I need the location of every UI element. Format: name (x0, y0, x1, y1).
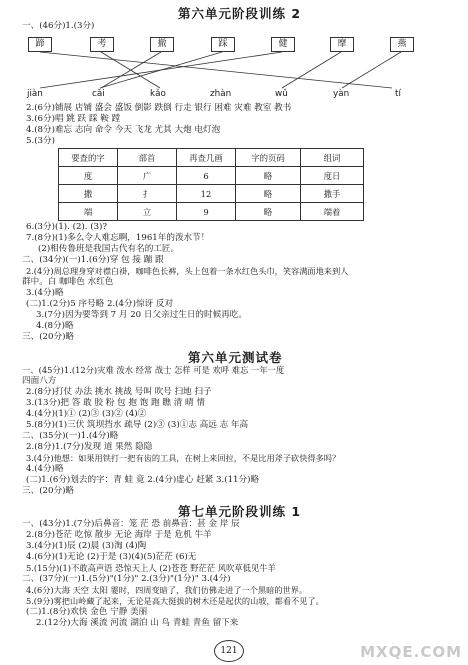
page-number: 121 (214, 640, 244, 662)
table-cell: 6 (177, 167, 236, 185)
table-header-row (59, 149, 364, 167)
table-cell: 广 (118, 167, 177, 185)
pinyin-2: cǎi (92, 89, 105, 99)
pinyin-7: tí (395, 89, 401, 99)
table-cell: 度 (59, 167, 118, 185)
s1-line-2: 2.(6分)铺展 店铺 盛会 盛饭 倒影 跌倒 行走 银行 困难 灾难 教室 教书 (26, 103, 292, 113)
s3-line-1: 一、(43分)1.(7分)后鼻音：笼 茫 恐 前鼻音：甚 金 岸 辰 (22, 519, 240, 529)
s1-line-8: (2)相传鲁班是我国古代有名的工匠。 (38, 244, 180, 254)
pinyin-3: kǎo (150, 89, 166, 99)
table-header-cell: 字的页码 (236, 149, 301, 167)
s3-line-6: 二、(37分)(一)1.(5分)"(1分)" 2.(3分)"(1分)" 3.(4分) (22, 574, 231, 584)
table-cell: 立 (118, 203, 177, 221)
table-row (59, 203, 364, 221)
table-header-cell: 部首 (118, 149, 177, 167)
table-cell: 撒 (59, 185, 118, 203)
s2-line-11: (二)1.(6分)划去的字：青 蛙 竟 2.(4分)虚心 赶紧 3.(11分)略 (26, 475, 260, 485)
dictionary-table (58, 148, 364, 221)
s1-line-11: 群中。白 咖啡色 水红色 (22, 277, 114, 287)
section-title-2: 第六单元测试卷 (188, 350, 283, 365)
s2-line-6: 5.(8分)(1)三伏 筑坝挡水 疏导 (2)③ (3)①志 高远 志 年高 (26, 420, 249, 430)
s2-line-7: 二、(35分)(一)1.(4分)略 (22, 431, 119, 441)
char-box-5: 健 (271, 37, 295, 52)
table-cell: 9 (177, 203, 236, 221)
table-header-cell: 再查几画 (177, 149, 236, 167)
s3-line-9: (二)1.(8分)欢快 金色 宁静 美丽 (26, 607, 148, 617)
s1-line-14: 3.(7分)因为要等到 7 月 20 日父亲过生日的时候再吃。 (36, 310, 247, 320)
s3-line-10: 2.(12分)大海 溪流 河流 湖泊 山 鸟 青蛙 青鱼 留下来 (36, 618, 239, 628)
table-cell: 12 (177, 185, 236, 203)
table-cell: 略 (236, 167, 301, 185)
char-box-4: 踩 (211, 37, 235, 52)
s2-line-2: 四面八方 (22, 376, 57, 386)
table-cell: 略 (236, 185, 301, 203)
s3-line-4: 4.(6分)(1)无论 (2)于是 (3)(4)(5)茫茫 (6)无 (26, 552, 197, 562)
s1-line-5: 5.(3分) (26, 136, 55, 146)
char-box-3: 撤 (150, 37, 174, 52)
table-header-cell: 要查的字 (59, 149, 118, 167)
s3-line-7: 4.(6分)大海 天空 太阳 霎时，四周变暗了，我们仿佛走进了一个黑暗的世界。 (26, 585, 308, 595)
char-box-2: 考 (90, 37, 114, 52)
table-cell: 扌 (118, 185, 177, 203)
s1-line-15: 4.(8分)略 (36, 321, 74, 331)
s2-line-8: 2.(8分)1.(7分)发现 道 果然 隐隐 (26, 442, 153, 452)
s2-line-10: 4.(4分)略 (26, 464, 64, 474)
s1-line-16: 三、(20分)略 (22, 332, 75, 342)
table-cell: 端着 (301, 203, 364, 221)
char-box-1: 蹄 (28, 37, 52, 52)
s2-line-5: 4.(4分)(1)① (2)③ (3)② (4)② (26, 409, 147, 419)
s1-line-12: 3.(4分)略 (26, 288, 64, 298)
s1-line-9: 二、(34分)(一)1.(6分)穿 包 接 蹦 跟 (22, 255, 164, 265)
s3-line-3: 3.(4分)(1)辰 (2)晨 (3)淘 (4)陶 (26, 541, 147, 551)
char-box-6: 摩 (330, 37, 354, 52)
s1-line-4: 4.(8分)难忘 志向 命令 今天 飞龙 尤其 大炮 电灯泡 (26, 125, 221, 135)
s2-line-12: 三、(20分)略 (22, 486, 75, 496)
table-header-cell: 组词 (301, 149, 364, 167)
s2-line-9: 3.(4分)他想：如果用铁打一把有齿的工具，在树上来回拉，不是比用斧子砍快得多吗？ (26, 453, 341, 463)
watermark: MXQE.COM (360, 643, 462, 661)
s1-line-3: 3.(6分)唱 跳 跃 踩 鞍 蹚 (26, 114, 121, 124)
s1-line-6: 6.(3分)(1). (2). (3)? (26, 222, 108, 232)
table-cell: 略 (236, 203, 301, 221)
pinyin-4: zhàn (210, 89, 232, 99)
s1-line-13: (二)1.(2分)5 序号略 2.(4分)惊讶 反对 (26, 299, 174, 309)
section-title-1: 第六单元阶段训练 2 (178, 6, 302, 21)
s1-line-1: 一、(46分)1.(3分) (22, 21, 95, 31)
table-row (59, 167, 364, 185)
pinyin-6: yàn (333, 89, 350, 99)
s2-line-1: 一、(45分)1.(12分)灾难 泼水 经常 战士 怎样 可是 欢呼 难忘 一年一度 (22, 365, 285, 375)
section-title-3: 第七单元阶段训练 1 (178, 504, 302, 519)
s1-line-10: 2.(4分)周总理身穿对襟白褂，咖啡色长裤，头上包着一条水红色头巾，笑容满面地来到人 (26, 266, 349, 276)
s2-line-3: 2.(8分)打仗 办法 挑水 挑战 号叫 吹号 扫地 扫子 (26, 387, 212, 397)
table-cell: 端 (59, 203, 118, 221)
pinyin-1: jiàn (27, 89, 43, 99)
char-box-7: 燕 (390, 37, 414, 52)
matching-lines (0, 0, 468, 100)
table-cell: 度日 (301, 167, 364, 185)
s2-line-4: 3.(13分)把 答 敢 胶 粉 包 抱 饱 跑 瞧 清 晴 情 (26, 398, 205, 408)
s3-line-5: 5.(15分)(1)不敢高声语 恐惊天上人 (2)苍苍 野茫茫 风吹草低见牛羊 (26, 563, 276, 573)
table-row (59, 185, 364, 203)
s3-line-8: 5.(9分)雾把山岭藏了起来，无论是高大挺拔的树木还是起伏的山坡，都看不见了。 (26, 596, 324, 606)
s1-line-7: 7.(8分)(1)多么令人难忘啊，1961年的泼水节！ (26, 233, 210, 243)
pinyin-5: wǔ (275, 89, 288, 99)
s3-line-2: 2.(8分)苍茫 吃惊 散步 无论 海岸 于是 危机 牛羊 (26, 530, 212, 540)
table-cell: 撒手 (301, 185, 364, 203)
